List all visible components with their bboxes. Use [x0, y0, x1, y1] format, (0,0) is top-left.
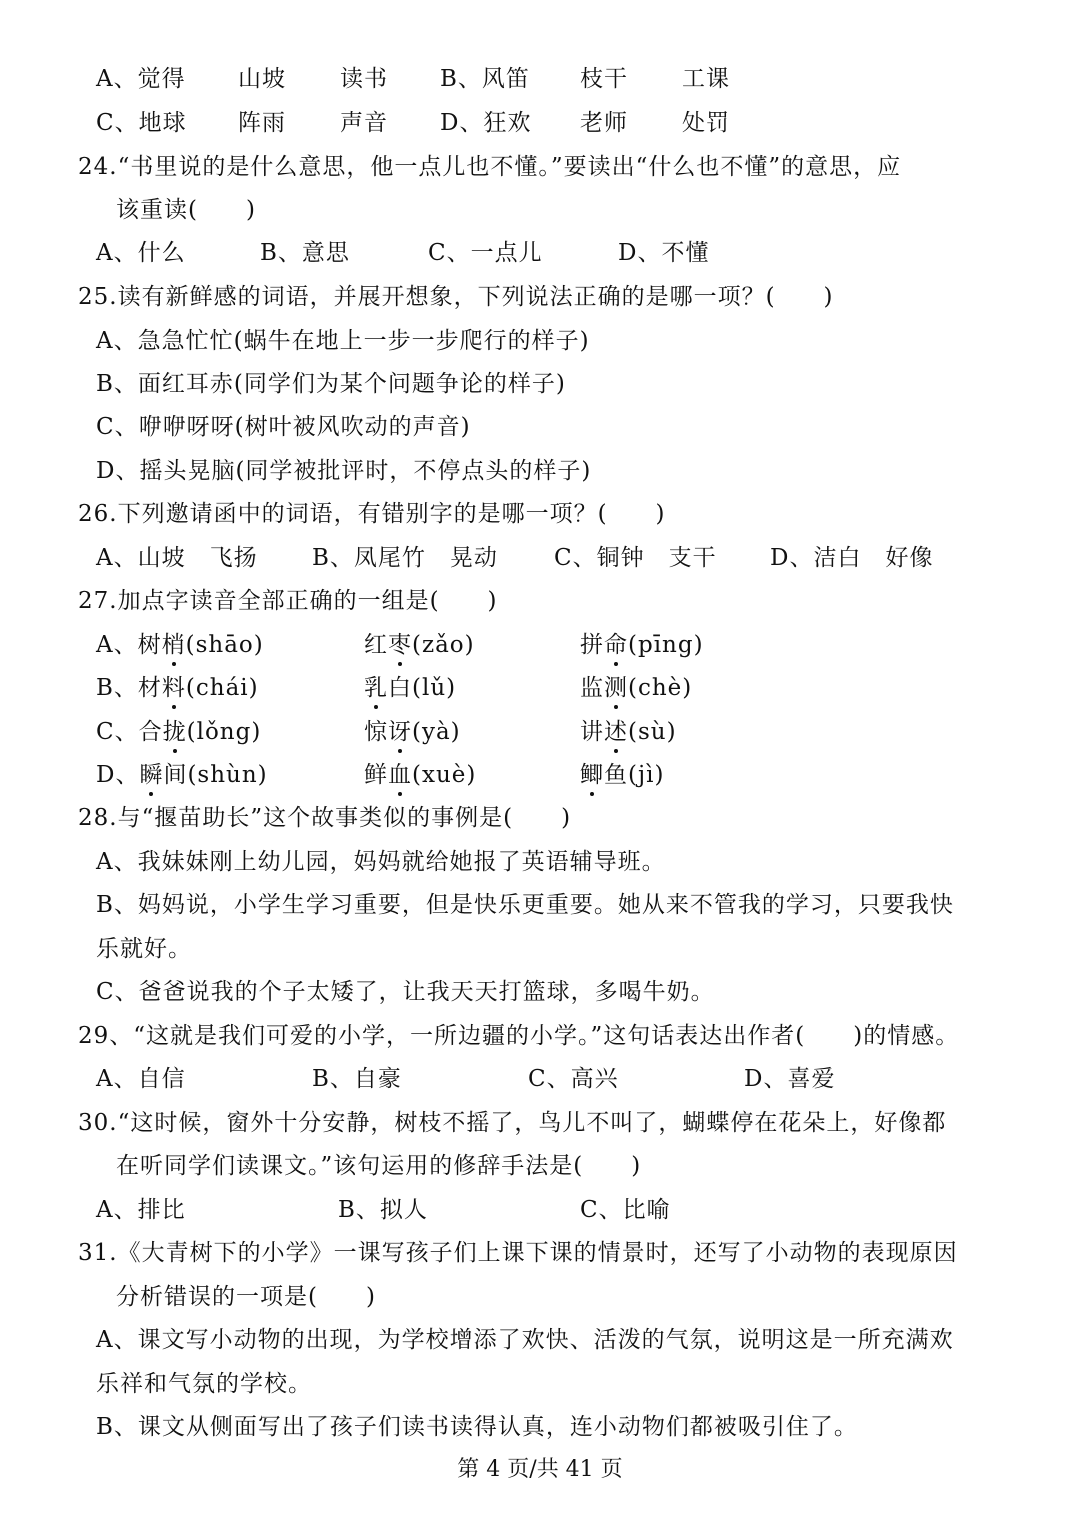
q27-option-c-item: 讲述(sù): [580, 719, 677, 745]
q25-option-b: B、面红耳赤(同学们为某个问题争论的样子): [96, 371, 566, 397]
q27-option-b-item: 监测(chè): [580, 675, 693, 701]
q27-option-d-item: 鲫鱼(jì): [580, 762, 665, 788]
dotted-char: 讶: [388, 719, 412, 745]
q26-option-d: D、洁白 好像: [770, 545, 934, 571]
q24-option-d: D、不懂: [618, 240, 710, 266]
page-number: 第 4 页/共 41 页: [457, 1457, 623, 1482]
dotted-char: 乳: [364, 675, 388, 701]
q31-stem: 31.《大青树下的小学》一课写孩子们上课下课的情景时，还写了小动物的表现原因: [78, 1240, 958, 1266]
q29-option-d: D、喜爱: [744, 1066, 836, 1092]
q30-stem: 30.“这时候，窗外十分安静，树枝不摇了，鸟儿不叫了，蝴蝶停在花朵上，好像都: [78, 1110, 947, 1136]
q28-option-b: B、妈妈说，小学生学习重要，但是快乐更重要。她从来不管我的学习，只要我快: [96, 892, 954, 918]
q31-option-a-cont: 乐祥和气氛的学校。: [96, 1371, 312, 1397]
q28-stem: 28.与“揠苗助长”这个故事类似的事例是( ): [78, 805, 572, 831]
dotted-char: 料: [161, 675, 186, 701]
q27-option-d-item: 鲜血(xuè): [364, 762, 477, 788]
q24-stem: 24.“书里说的是什么意思，他一点儿也不懂。”要读出“什么也不懂”的意思，应: [78, 154, 902, 180]
q26-option-c: C、铜钟 支干: [554, 545, 717, 571]
dotted-char: 血: [388, 762, 412, 788]
dotted-char: 测: [604, 675, 628, 701]
dotted-char: 鲫: [580, 762, 604, 788]
q31-option-a: A、课文写小动物的出现，为学校增添了欢快、活泼的气氛，说明这是一所充满欢: [96, 1327, 954, 1353]
q26-stem: 26.下列邀请函中的词语，有错别字的是哪一项？( ): [78, 501, 666, 527]
q23-option-b: B、风笛: [440, 66, 530, 92]
q31-option-b: B、课文从侧面写出了孩子们读书读得认真，连小动物们都被吸引住了。: [96, 1414, 858, 1440]
q31-stem-cont: 分析错误的一项是( ): [116, 1284, 376, 1310]
q23-word: 山坡: [238, 66, 286, 92]
q28-option-c: C、爸爸说我的个子太矮了，让我天天打篮球，多喝牛奶。: [96, 979, 715, 1005]
q27-option-c-item: 惊讶(yà): [364, 719, 461, 745]
q29-stem: 29、“这就是我们可爱的小学，一所边疆的小学。”这句话表达出作者( )的情感。: [78, 1023, 960, 1049]
q25-stem: 25.读有新鲜感的词语，并展开想象，下列说法正确的是哪一项？( ): [78, 284, 834, 310]
q24-option-c: C、一点儿: [428, 240, 543, 266]
q26-option-a: A、山坡 飞扬: [96, 545, 258, 571]
q24-option-b: B、意思: [260, 240, 350, 266]
q23-option-a: A、觉得: [96, 66, 186, 92]
q27-stem: 27.加点字读音全部正确的一组是( ): [78, 588, 498, 614]
q27-option-d-item: D、瞬间(shùn): [96, 762, 268, 788]
dotted-char: 瞬: [139, 762, 164, 788]
q27-option-b-item: 乳白(lǔ): [364, 675, 457, 701]
q23-word: 处罚: [682, 110, 730, 136]
q25-option-a: A、急急忙忙(蜗牛在地上一步一步爬行的样子): [96, 328, 590, 354]
q30-stem-cont: 在听同学们读课文。”该句运用的修辞手法是( ): [116, 1153, 642, 1179]
q23-word: 枝干: [580, 66, 628, 92]
q28-option-b-cont: 乐就好。: [96, 936, 192, 962]
dotted-char: 枣: [388, 632, 412, 658]
q28-option-a: A、我妹妹刚上幼儿园，妈妈就给她报了英语辅导班。: [96, 849, 666, 875]
q25-option-c: C、咿咿呀呀(树叶被风吹动的声音): [96, 414, 471, 440]
q23-word: 工课: [682, 66, 730, 92]
dotted-char: 命: [604, 632, 628, 658]
q27-option-a-item: 红枣(zǎo): [364, 632, 475, 658]
q26-option-b: B、凤尾竹 晃动: [312, 545, 498, 571]
q23-word: 阵雨: [238, 110, 286, 136]
q27-option-b-item: B、材料(chái): [96, 675, 259, 701]
q23-option-c: C、地球: [96, 110, 187, 136]
q27-option-a-item: 拼命(pīng): [580, 632, 704, 658]
q27-option-a-item: A、树梢(shāo): [96, 632, 264, 658]
q23-word: 老师: [580, 110, 628, 136]
dotted-char: 拢: [162, 719, 187, 745]
q24-stem-cont: 该重读( ): [116, 197, 256, 223]
q30-option-b: B、拟人: [338, 1197, 428, 1223]
dotted-char: 梢: [161, 632, 186, 658]
q23-word: 读书: [340, 66, 388, 92]
q29-option-c: C、高兴: [528, 1066, 619, 1092]
q29-option-b: B、自豪: [312, 1066, 402, 1092]
q23-word: 声音: [340, 110, 388, 136]
q30-option-a: A、排比: [96, 1197, 186, 1223]
q29-option-a: A、自信: [96, 1066, 186, 1092]
q30-option-c: C、比喻: [580, 1197, 671, 1223]
q23-option-d: D、狂欢: [440, 110, 532, 136]
q25-option-d: D、摇头晃脑(同学被批评时，不停点头的样子): [96, 458, 592, 484]
dotted-char: 述: [604, 719, 628, 745]
q27-option-c-item: C、合拢(lǒng): [96, 719, 262, 745]
q24-option-a: A、什么: [96, 240, 186, 266]
